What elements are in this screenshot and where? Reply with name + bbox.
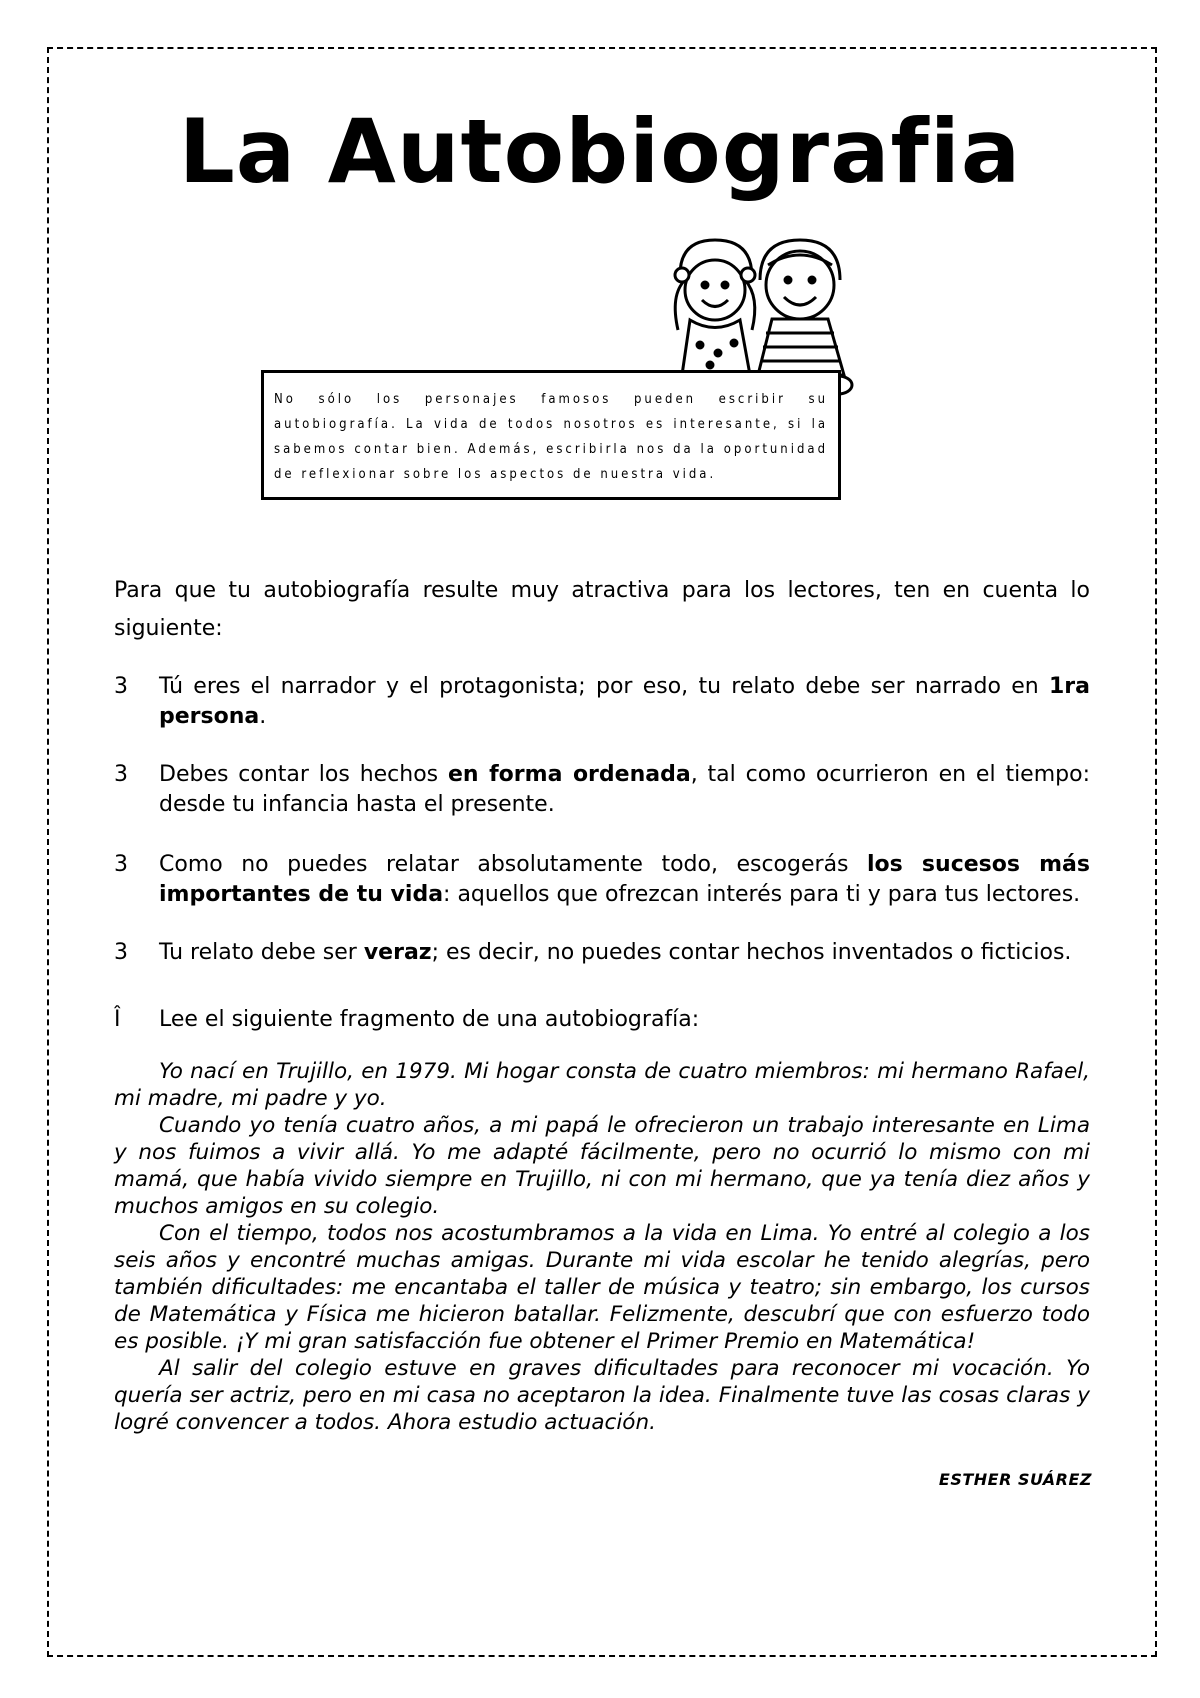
- page-title: La Autobiografia: [178, 100, 1022, 203]
- story-paragraph: Con el tiempo, todos nos acostumbramos a la vida en Lima. Yo entré al colegio a los seis años y encontré muchas amigas. Durante mi vida escolar he tenido alegrías, pero también dificultades: me encantaba el taller de música y teatro; sin embargo, los cursos de Matemática y Física me hicieron batallar. Felizmente, descubrí que con esfuerzo todo es posible. ¡Y mi gran satisfacción fue obtener el Primer Premio en Matemática!: [114, 1221, 1090, 1354]
- story-paragraph: Cuando yo tenía cuatro años, a mi papá le ofrecieron un trabajo interesante en Lima y nos fuimos a vivir allá. Yo me adapté fácilmente, pero no ocurrió lo mismo con mi mamá, que había vivido siempre en Trujillo, ni con mi hermano, que ya tenía diez años y muchos amigos en su colegio.: [114, 1113, 1090, 1219]
- autobiography-fragment: [114, 1058, 1090, 1436]
- story-paragraph: Yo nací en Trujillo, en 1979. Mi hogar consta de cuatro miembros: mi hermano Rafael, mi madre, mi padre y yo.: [114, 1059, 1090, 1111]
- instruction-mark: Î: [114, 1007, 121, 1032]
- list-item: 3 Tú eres el narrador y el protagonista; por eso, tu relato debe ser narrado en 1ra persona.: [114, 674, 1090, 729]
- bullet-mark: 3: [114, 674, 128, 699]
- intro-paragraph: Para que tu autobiografía resulte muy atractiva para los lectores, ten en cuenta lo siguiente:: [114, 578, 1090, 641]
- list-item: 3 Debes contar los hechos en forma ordenada, tal como ocurrieron en el tiempo: desde tu infancia hasta el presente.: [114, 762, 1090, 817]
- instruction: Î Lee el siguiente fragmento de una autobiografía:: [114, 1005, 1090, 1035]
- list-item: 3 Como no puedes relatar absolutamente todo, escogerás los sucesos más importantes de tu vida: aquellos que ofrezcan interés para ti y para tus lectores.: [114, 852, 1090, 907]
- callout-box: No sólo los personajes famosos pueden escribir su autobiografía. La vida de todos nosotros es interesante, si la sabemos contar bien. Además, escribirla nos da la oportunidad de reflexionar sobre los aspectos de nuestra vida.: [261, 370, 841, 500]
- author-name: ESTHER SUÁREZ: [938, 1470, 1092, 1489]
- story-paragraph: Al salir del colegio estuve en graves dificultades para reconocer mi vocación. Yo quería ser actriz, pero en mi casa no aceptaron la idea. Finalmente tuve las cosas claras y logré convencer a todos. Ahora estudio actuación.: [114, 1356, 1090, 1435]
- bullet-mark: 3: [114, 762, 128, 787]
- bullet-mark: 3: [114, 940, 128, 965]
- list-item: 3 Tu relato debe ser veraz; es decir, no puedes contar hechos inventados o ficticios.: [114, 938, 1090, 968]
- bullet-mark: 3: [114, 852, 128, 877]
